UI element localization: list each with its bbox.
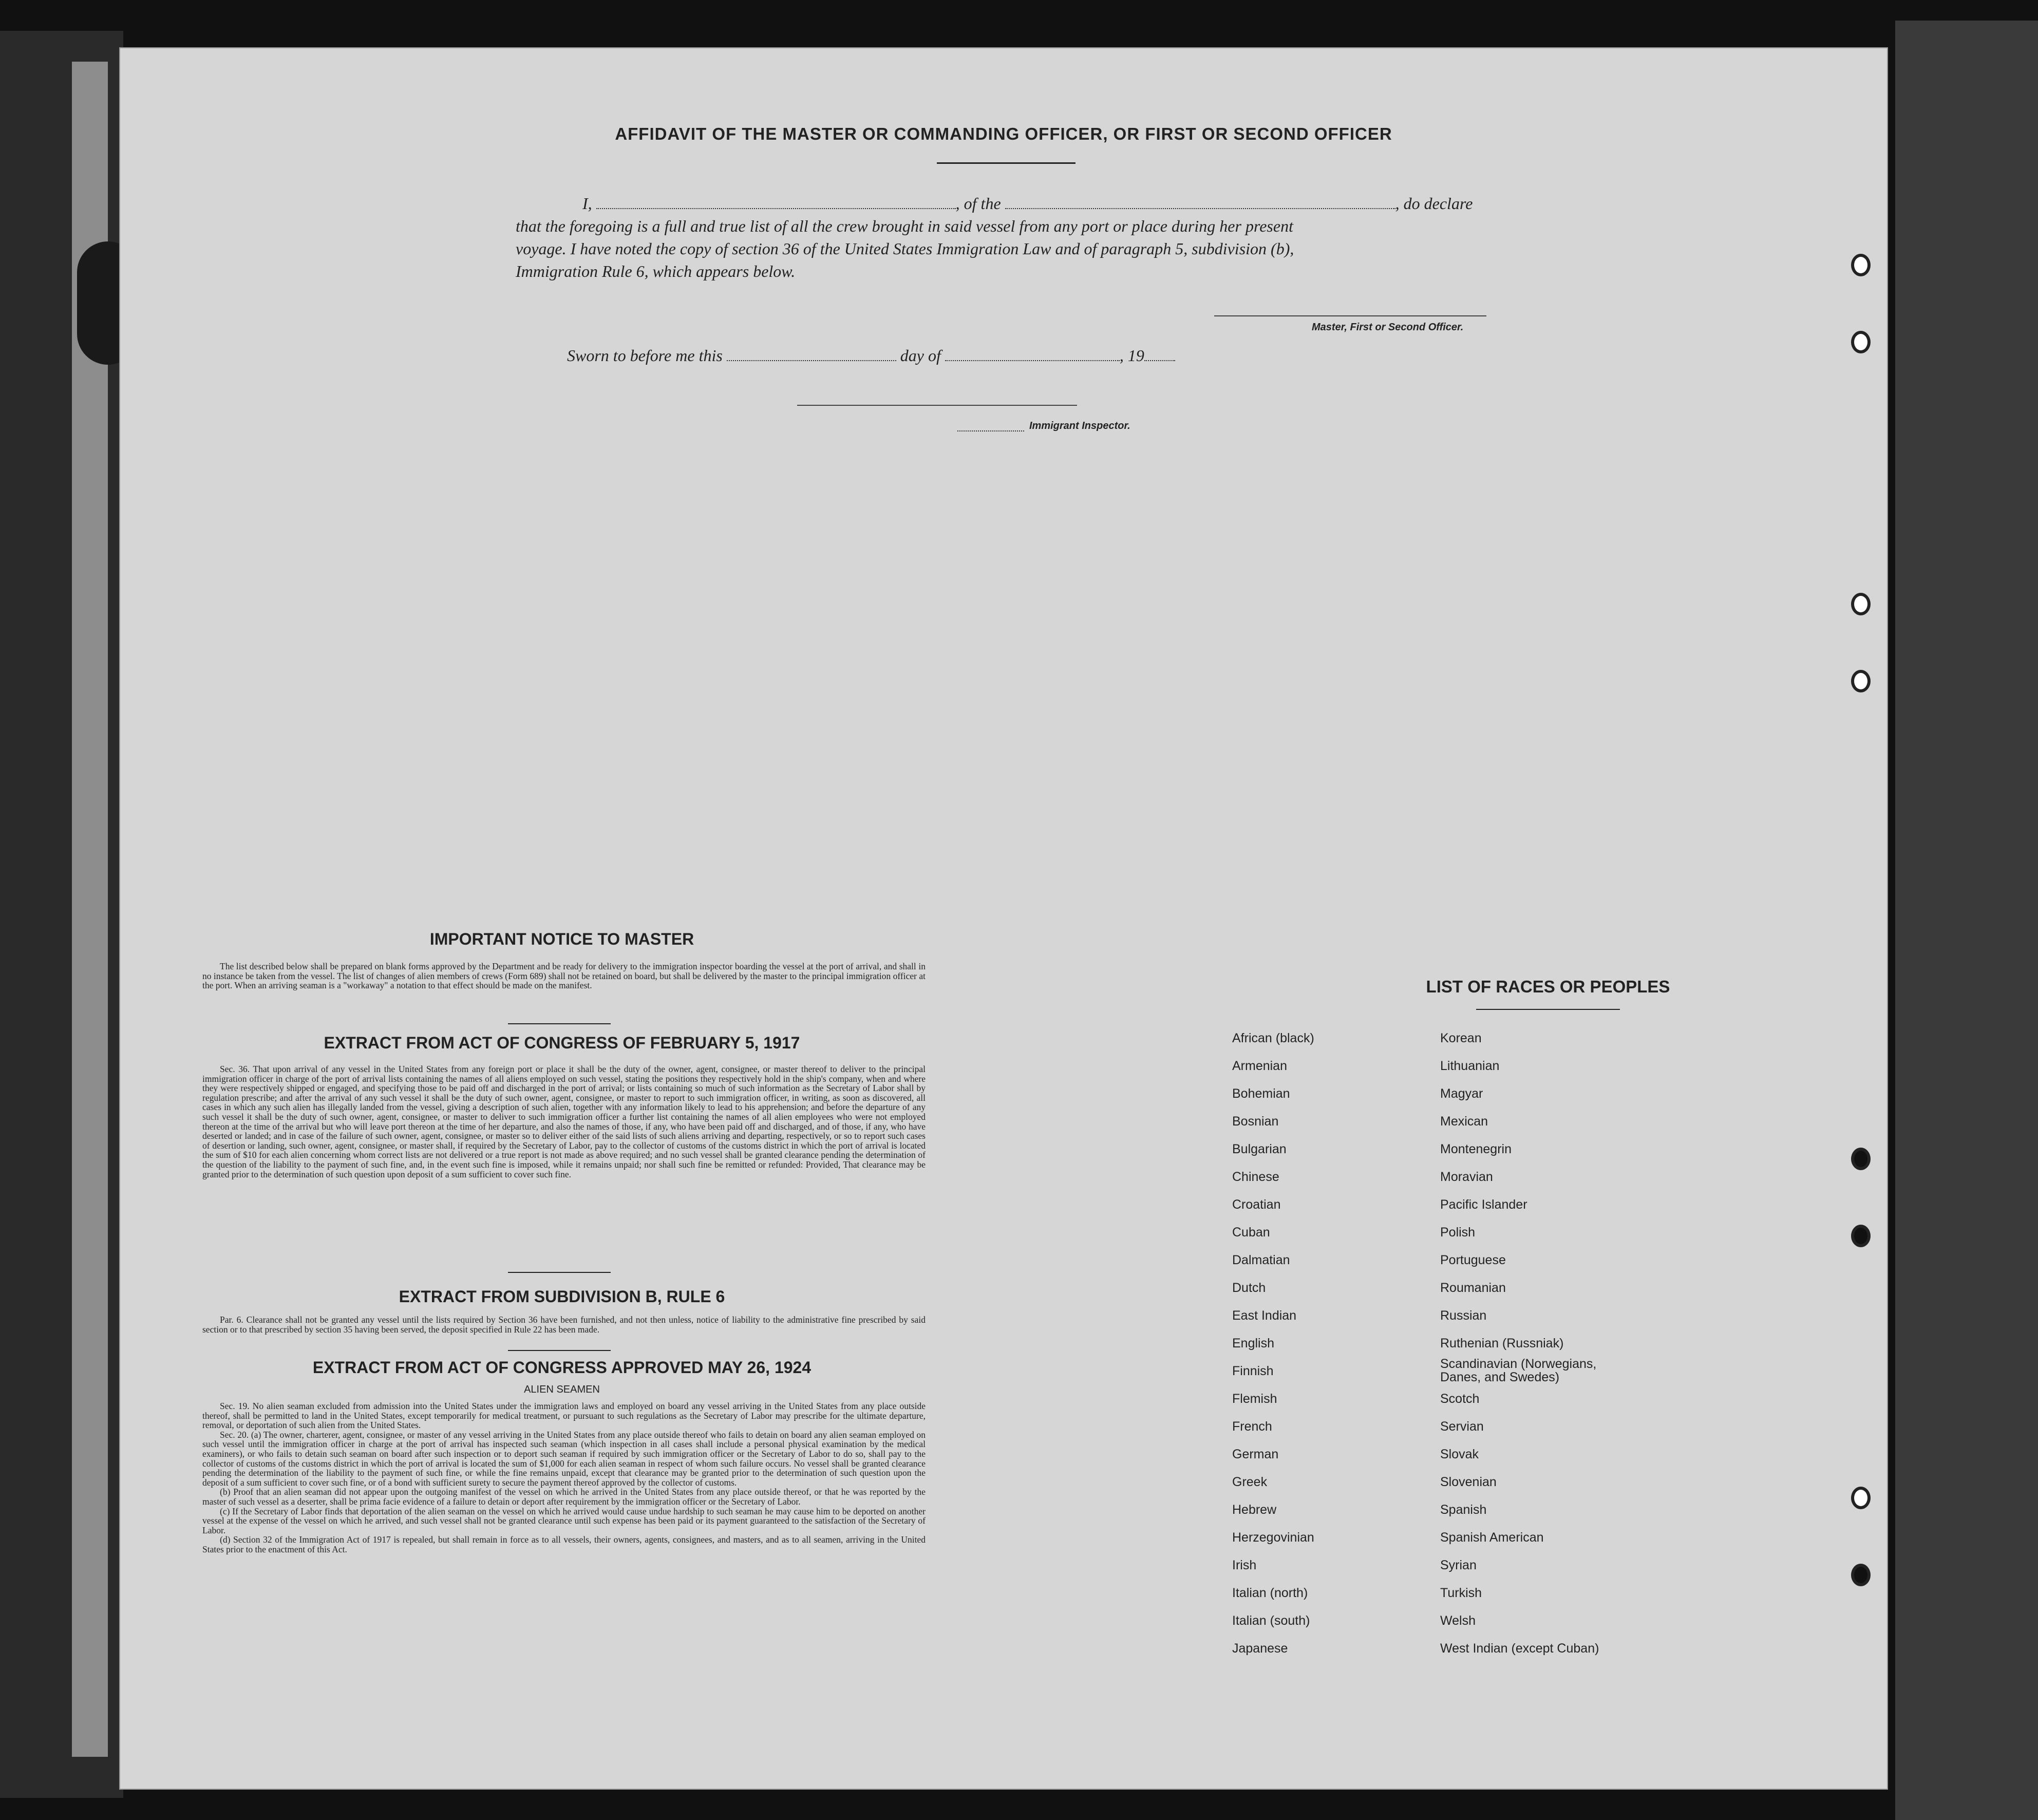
page-background-right	[1895, 21, 2038, 1820]
race-item: Spanish American	[1440, 1530, 1544, 1545]
extract-1924-subtitle: ALIEN SEAMEN	[524, 1384, 600, 1395]
race-item: Montenegrin	[1440, 1142, 1512, 1156]
race-item: Bosnian	[1232, 1114, 1279, 1129]
race-item: Servian	[1440, 1419, 1484, 1434]
race-item: Greek	[1232, 1475, 1268, 1489]
vessel-name-field[interactable]	[1005, 195, 1395, 209]
master-name-field[interactable]	[596, 195, 956, 209]
race-item: Pacific Islander	[1440, 1197, 1527, 1212]
sworn-label: Sworn to before me this	[567, 346, 723, 365]
race-item: Lithuanian	[1440, 1059, 1500, 1073]
punch-hole-icon	[1851, 1148, 1871, 1170]
race-item: Hebrew	[1232, 1503, 1277, 1517]
sworn-year-field[interactable]	[1144, 347, 1175, 361]
races-title: LIST OF RACES OR PEOPLES	[1426, 977, 1670, 996]
race-item: Irish	[1232, 1558, 1257, 1572]
extract-1917-paragraph: Sec. 36. That upon arrival of any vessel in the United States from any foreign port or place it shall be the duty of the owner, agent, consignee, or master thereof to deliver to the principal immigration officer in charge of the port of arrival lists containing the names of all aliens employed on such vessel, stating the positions they respectively hold in the ship's company, when and where they were respectively shipped or engaged, and specifying those to be paid off and discharged in the port of arrival; or lists containing so much of such information as the Secretary of Labor shall by regulation prescribe; and after the arrival of any such vessel it shall be the duty of such owner, agent, consignee, or master to report to such immigration officer, in writing, as soon as discovered, all cases in which any such alien has illegally landed from the vessel, giving a description of such alien, together with any information likely to lead to his apprehension; and before the departure of any such vessel it shall be the duty of such owner, agent, consignee, or master to deliver to such immigration officer a further list containing the names of all alien employees who were not employed thereon at the time of the arrival but who will leave port thereon at the time of her departure, and also the names of those, if any, who have been paid off and discharged, and of those, if any, who have deserted or landed; and in case of the failure of such owner, agent, consignee, or master so to deliver either of the said lists of such aliens arriving and departing, respectively, or so to report such cases of desertion or landing, such owner, agent, consignee, or master shall, if required by the Secretary of Labor, pay to the collector of customs of the customs district in which the port of arrival is located the sum of $10 for each alien concerning whom correct lists are not delivered or a true report is not made as above required; and no such vessel shall be granted clearance pending the determination of the question of the liability to the payment of such fine, and, in the event such fine is imposed, while it remains unpaid; nor shall such fine be remitted or refunded: Provided, That clearance may be granted prior to the determination of such question upon deposit of a sum sufficient to cover such fine.	[202, 1064, 926, 1179]
rule-6-rule	[508, 1350, 611, 1351]
extract-1917-text	[202, 1064, 926, 1179]
document-page	[119, 47, 1888, 1790]
affidavit-line-4: Immigration Rule 6, which appears below.	[516, 262, 796, 280]
race-item: Russian	[1440, 1308, 1487, 1323]
affidavit-line-1	[516, 192, 1615, 215]
race-item: Roumanian	[1440, 1281, 1506, 1295]
notice-paragraph: The list described below shall be prepared on blank forms approved by the Department and be ready for delivery to the immigration inspector boarding the vessel at the port of arrival, and shall in no instance be taken from the vessel. The list of changes of alien members of crews (Form 689) shall not be retained on board, but shall be delivered by the master to the principal immigration officer at the port. When an arriving seaman is a "workaway" a notation to that effect should be made on the manifest.	[202, 961, 926, 991]
affidavit-line-2: that the foregoing is a full and true list of all the crew brought in said vessel from any port or place during her present	[516, 217, 1293, 235]
signature-label: Master, First or Second Officer.	[1312, 322, 1464, 333]
race-item: Cuban	[1232, 1225, 1270, 1240]
punch-hole-icon	[1851, 1487, 1871, 1509]
signature-line[interactable]	[1214, 315, 1486, 316]
punch-hole-icon	[1851, 670, 1871, 692]
race-item: Bohemian	[1232, 1086, 1290, 1101]
race-item: Syrian	[1440, 1558, 1477, 1572]
race-item: Ruthenian (Russniak)	[1440, 1336, 1564, 1350]
race-item: Flemish	[1232, 1392, 1277, 1406]
race-item: Welsh	[1440, 1613, 1476, 1628]
extract-1924-paragraph: (b) Proof that an alien seaman did not appear upon the outgoing manifest of the vessel on which he arrived in the United States from any place outside thereof, or that he was reported by the master of such vessel as a deserter, shall be prima facie evidence of a failure to detain or deport after requirement by the immigration officer or the Secretary of Labor.	[202, 1487, 926, 1507]
race-item: Finnish	[1232, 1364, 1274, 1378]
affidavit-line-3: voyage. I have noted the copy of section 36 of the United States Immigration Law and of paragraph 5, subdivision (b),	[516, 239, 1294, 258]
rule-6-title: EXTRACT FROM SUBDIVISION B, RULE 6	[399, 1287, 725, 1306]
race-item: Dutch	[1232, 1281, 1266, 1295]
extract-1924-text	[202, 1401, 926, 1554]
race-item: Korean	[1440, 1031, 1482, 1045]
race-item: Slovak	[1440, 1447, 1479, 1461]
extract-1917-rule	[508, 1272, 611, 1273]
race-item: Bulgarian	[1232, 1142, 1287, 1156]
punch-hole-icon	[1851, 1225, 1871, 1247]
affidavit-of-the-label: , of the	[955, 194, 1001, 213]
rule-6-paragraph: Par. 6. Clearance shall not be granted any vessel until the lists required by Section 36 have been furnished, and not then unless, notice of liability to the administrative fine prescribed by said section or to that prescribed by section 35 having been served, the deposit specified in Rule 22 has been made.	[202, 1315, 926, 1335]
race-item: Italian (south)	[1232, 1613, 1310, 1628]
race-item: Spanish	[1440, 1503, 1487, 1517]
extract-1924-paragraph: Sec. 20. (a) The owner, charterer, agent, consignee, or master of any vessel arriving in the United States from any place outside thereof who fails to detain on board any alien seaman employed on such vessel until the immigration officer in charge at the port of arrival has inspected such seaman (which inspection in all cases shall include a personal physical examination by the medical examiners), or who fails to detain such seaman on board after such inspection or to deport such seaman if required by such immigration officer or the Secretary of Labor to do so, shall pay to the collector of customs of the customs district in which the port of arrival is located the sum of $1,000 for each alien seaman in respect of whom such failure occurs. No vessel shall be granted clearance pending the determination of the liability to the payment of such fine, or while the fine remains unpaid, except that clearance may be granted prior to the determination of such question upon the deposit of a sum sufficient to cover such fine, or of a bond with sufficient surety to secure the payment thereof approved by the collector of customs.	[202, 1429, 926, 1488]
race-item: Turkish	[1440, 1586, 1482, 1600]
extract-1924-paragraph: Sec. 19. No alien seaman excluded from admission into the United States under the immigration laws and employed on board any vessel arriving in the United States from any place outside thereof, shall be permitted to land in the United States, except temporarily for medical treatment, or pursuant to such regulations as the Secretary of Labor may prescribe for the ultimate departure, removal, or deportation of such alien from the United States.	[202, 1401, 926, 1431]
race-item: Slovenian	[1440, 1475, 1497, 1489]
race-item: Mexican	[1440, 1114, 1488, 1129]
notice-rule	[508, 1023, 611, 1024]
race-item: Scandinavian (Norwegians, Danes, and Swedes)	[1440, 1357, 1597, 1384]
race-item: English	[1232, 1336, 1274, 1350]
race-item: French	[1232, 1419, 1272, 1434]
race-item: East Indian	[1232, 1308, 1297, 1323]
sworn-month-field[interactable]	[945, 347, 1120, 361]
race-item: Scotch	[1440, 1392, 1480, 1406]
races-right-column	[1440, 1024, 1635, 1662]
affidavit-i-label: I,	[582, 194, 592, 213]
sworn-day-field[interactable]	[727, 347, 896, 361]
race-item: Croatian	[1232, 1197, 1281, 1212]
race-item: Magyar	[1440, 1086, 1483, 1101]
punch-hole-icon	[1851, 331, 1871, 353]
race-item: Armenian	[1232, 1059, 1287, 1073]
race-item: Japanese	[1232, 1641, 1288, 1656]
race-item: West Indian (except Cuban)	[1440, 1641, 1599, 1656]
race-item: Dalmatian	[1232, 1253, 1290, 1267]
affidavit-body	[516, 192, 1615, 283]
extract-1924-paragraph: (d) Section 32 of the Immigration Act of 1917 is repealed, but shall remain in force as to all vessels, their owners, agents, consignees, and masters, and as to all seamen, arriving in the United States prior to the enactment of this Act.	[202, 1534, 926, 1554]
notice-title: IMPORTANT NOTICE TO MASTER	[429, 930, 694, 948]
race-item: Chinese	[1232, 1170, 1279, 1184]
punch-hole-icon	[1851, 254, 1871, 276]
affidavit-declare-label: , do declare	[1395, 194, 1473, 213]
races-title-rule	[1476, 1009, 1620, 1010]
affidavit-title-rule	[937, 162, 1075, 164]
day-of-label: day of	[900, 346, 941, 365]
extract-1924-paragraph: (c) If the Secretary of Labor finds that deportation of the alien seaman on the vessel on which he arrived would cause undue hardship to such seaman he may cause him to be deported on another vessel at the expense of the vessel on which he arrived, and such vessel shall not be granted clearance until such expense has been paid or its payment guaranteed to the satisfaction of the Secretary of Labor.	[202, 1506, 926, 1535]
notice-text	[202, 962, 926, 990]
race-item: German	[1232, 1447, 1279, 1461]
punch-hole-icon	[1851, 593, 1871, 615]
rule-6-text	[202, 1315, 926, 1334]
races-left-column	[1232, 1024, 1314, 1662]
race-item: Portuguese	[1440, 1253, 1506, 1267]
race-item: Polish	[1440, 1225, 1476, 1240]
inspector-signature-line[interactable]	[797, 405, 1077, 406]
year-label: , 19	[1119, 346, 1144, 365]
extract-1924-title: EXTRACT FROM ACT OF CONGRESS APPROVED MAY 26, 1924	[312, 1358, 812, 1377]
punch-hole-icon	[1851, 1564, 1871, 1586]
inspector-field[interactable]	[957, 423, 1024, 431]
affidavit-title: AFFIDAVIT OF THE MASTER OR COMMANDING OFFICER, OR FIRST OR SECOND OFFICER	[615, 124, 1392, 143]
inspector-label: Immigrant Inspector.	[1029, 420, 1130, 431]
race-item: Moravian	[1440, 1170, 1493, 1184]
sworn-line	[567, 346, 1175, 365]
extract-1917-title: EXTRACT FROM ACT OF CONGRESS OF FEBRUARY 5, 1917	[324, 1034, 800, 1052]
race-item: Italian (north)	[1232, 1586, 1308, 1600]
race-item: African (black)	[1232, 1031, 1314, 1045]
race-item: Herzegovinian	[1232, 1530, 1314, 1545]
